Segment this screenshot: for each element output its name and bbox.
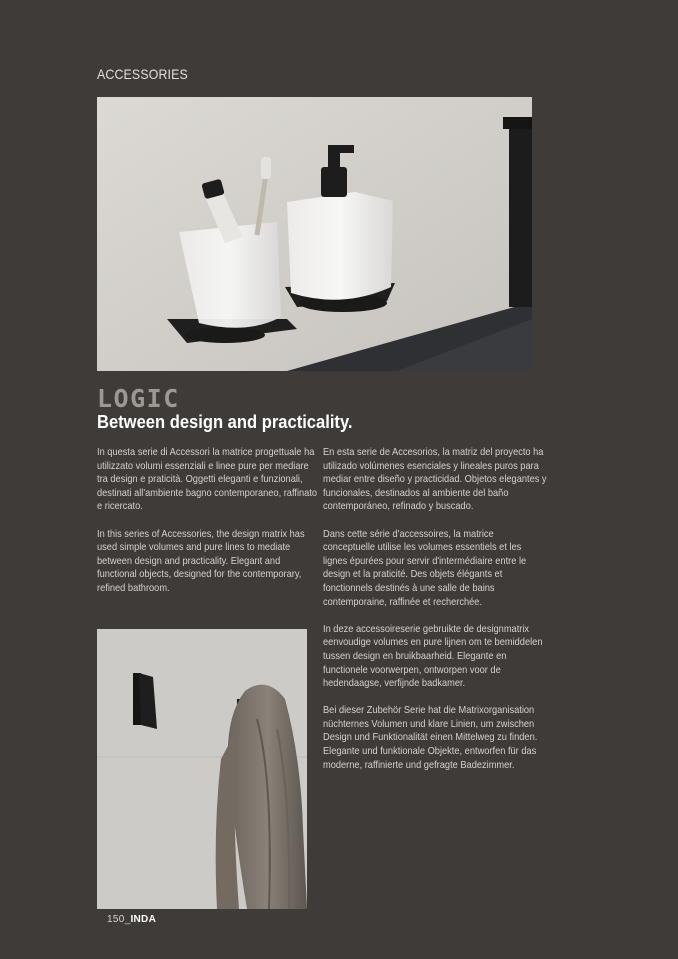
page-number: 150_ [107, 914, 131, 925]
paragraph-french: Dans cette série d'accessoires, la matrice conceptuelle utilise les volumes essentiels et les lignes épurées pour servir d'intermédiaire entre le design et la praticité. Des objets élégants et fonctionnels destinés à une salle de bains contemporaine, raffinée et recherchée. [323, 528, 527, 608]
text-column-left [97, 446, 332, 609]
paragraph-italian: In questa serie di Accessori la matrice progettuale ha utilizzato volumi essenziali e linee pure per mediare tra design e praticità. Oggetti eleganti e funzionali, destinati all'ambiente bagno contemporaneo, raffinato e ricercato. [97, 447, 318, 513]
paragraph-spanish: En esta serie de Accesorios, la matriz del proyecto ha utilizado volúmenes esenciales y lineales puros para mediar entre diseño y practicidad. Objetos elegantes y funcionales, destinados al ambiente del baño contemporáneo, refinado y buscado. [323, 447, 547, 513]
hooks-towel-illustration [97, 629, 307, 909]
page-footer [107, 914, 156, 925]
section-label: ACCESSORIES [97, 66, 188, 82]
headline: Between design and practicality. [97, 412, 353, 432]
paragraph-english: In this series of Accessories, the design matrix has used simple volumes and pure lines to mediate between design and practicality. Elegant and functional objects, designed for the contemporary, refined bathroom. [97, 528, 305, 594]
footer-brand: INDA [130, 914, 157, 925]
product-photo-hooks-towel [97, 629, 307, 909]
text-column-right [323, 446, 558, 786]
tumbler-dispenser-illustration [97, 97, 532, 371]
product-photo-tumbler-dispenser [97, 97, 532, 371]
paragraph-dutch: In deze accessoireserie gebruikte de designmatrix eenvoudige volumes en pure lijnen om te bemiddelen tussen design en bruikbaarheid. Elegante en functionele voorwerpen, ontworpen voor de hedendaagse, verfijnde badkamer. [323, 623, 543, 690]
brand-title: LOGIC [97, 384, 180, 413]
paragraph-german: Bei dieser Zubehör Serie hat die Matrixorganisation nüchternes Volumen und klare Linien, um zwischen Design und Funktionalität einen Mittelweg zu finden. Elegante und funktionale Objekte, entworfen für das moderne, raffinierte und gefragte Badezimmer. [323, 705, 538, 771]
